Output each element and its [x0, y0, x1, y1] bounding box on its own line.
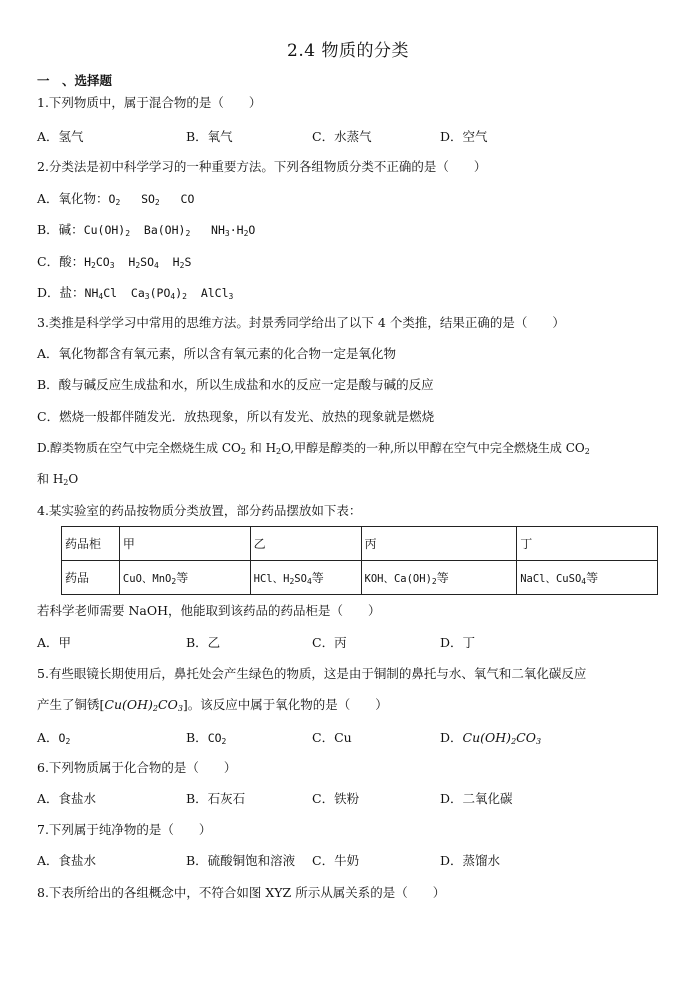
- q5-stem-text-2: ]。该反应中属于氧化物的是（ ）: [182, 697, 388, 712]
- q4-options: [37, 634, 657, 652]
- q5-option-c: C．Cu: [312, 730, 352, 745]
- q3-option-d-line1: D.醇类物质在空气中完全燃烧生成 $CO_2$ 和 $H_2O$,甲醇是醇类的一种,所以甲醇在空气中完全燃烧生成 $CO_2$: [37, 441, 590, 456]
- q3-option-d-line2: 和 $H_2O$: [37, 472, 79, 487]
- table-header-cell: 乙: [250, 527, 361, 561]
- q7-option-a: A．食盐水: [37, 853, 97, 868]
- medicine-cabinet-table: [61, 526, 658, 595]
- q2-option-c-label: C．酸：: [37, 254, 85, 269]
- table-header-cell: 药品柜: [62, 527, 120, 561]
- q6-options: [37, 790, 657, 808]
- q5-options: [37, 729, 657, 747]
- q2-stem: 2.分类法是初中科学学习的一种重要方法。下列各组物质分类不正确的是（ ）: [37, 159, 487, 174]
- q4-option-c: C．丙: [312, 635, 347, 650]
- q1-option-d: D．空气: [440, 129, 488, 144]
- section-heading: 一 、选择题: [37, 73, 113, 88]
- table-row-label: 药品: [62, 561, 120, 595]
- q5-formula-cu2oh2co3: $Cu(OH)_2CO_3$: [104, 697, 183, 713]
- q2-option-a: [37, 190, 194, 208]
- q6-stem: 6.下列物质属于化合物的是（ ）: [37, 760, 237, 775]
- q1-option-c: C．水蒸气: [312, 129, 372, 144]
- q2-option-b: [37, 221, 255, 239]
- q5-option-d: D．$Cu(OH)_2CO_3$: [440, 730, 542, 746]
- q4-stem: 4.某实验室的药品按物质分类放置，部分药品摆放如下表：: [37, 503, 362, 518]
- table-cell-bing: KOH、$Ca(OH)_2$等: [361, 561, 517, 595]
- table-header-row: [62, 527, 658, 561]
- q7-option-d: D．蒸馏水: [440, 853, 501, 868]
- q7-option-c: C．牛奶: [312, 853, 360, 868]
- q2-option-d-label: D．盐：: [37, 285, 85, 300]
- q2-option-b-formula: $Cu(OH)_2$ $Ba(OH)_2$ $NH_3\cdot H_2O$: [83, 223, 256, 238]
- page-title: 2.4 物质的分类: [287, 41, 409, 61]
- q2-option-d: [37, 284, 233, 302]
- q7-stem: 7.下列属于纯净物的是（ ）: [37, 822, 212, 837]
- q3-d-text-5: O: [68, 472, 79, 486]
- q4-option-b: B．乙: [186, 635, 221, 650]
- table-cell-yi: HCl、$H_2SO_4$等: [250, 561, 361, 595]
- q6-option-d: D．二氧化碳: [440, 791, 513, 806]
- table-header-cell: 甲: [119, 527, 250, 561]
- q2-option-a-label: A．氧化物：: [37, 191, 109, 206]
- q5-stem-line2: [37, 696, 388, 714]
- q5-stem-line1: 5.有些眼镜长期使用后，鼻托处会产生绿色的物质，这是由于铜制的鼻托与水、氧气和二氧化碳反应: [37, 666, 587, 681]
- q5-option-b: B．$CO_2$: [186, 730, 227, 746]
- q6-option-c: C．铁粉: [312, 791, 360, 806]
- table-header-cell: 丁: [517, 527, 658, 561]
- q2-option-c: [37, 253, 191, 271]
- q2-option-c-formula: $H_2CO_3$ $H_2SO_4$ $H_2S$: [84, 255, 192, 270]
- q2-option-b-label: B．碱：: [37, 222, 84, 237]
- q8-stem: 8.下表所给出的各组概念中，不符合如图 XYZ 所示从属关系的是（ ）: [37, 885, 446, 900]
- q1-stem: 1.下列物质中，属于混合物的是（ ）: [37, 95, 262, 110]
- q3-stem: 3.类推是科学学习中常用的思维方法。封景秀同学给出了以下 4 个类推，结果正确的是（ ）: [37, 315, 565, 330]
- table-header-cell: 丙: [361, 527, 517, 561]
- q7-option-b: B．硫酸铜饱和溶液: [186, 853, 296, 868]
- table-cell-ding: NaCl、CuSO$_4$等: [517, 561, 658, 595]
- table-cell-jia: CuO、MnO$_2$等: [119, 561, 250, 595]
- q4-option-d: D．丁: [440, 635, 476, 650]
- q2-option-a-formula: $O_2$ $SO_2$ CO: [108, 192, 195, 207]
- table-row: [62, 561, 658, 595]
- q6-option-a: A．食盐水: [37, 791, 97, 806]
- q4-option-a: A．甲: [37, 635, 72, 650]
- q3-d-text-4: 和 H: [37, 472, 64, 486]
- q1-options: [37, 128, 657, 146]
- q3-option-a: A．氧化物都含有氧元素，所以含有氧元素的化合物一定是氧化物: [37, 346, 397, 361]
- q1-option-b: B．氧气: [186, 129, 233, 144]
- q3-d-text-1: D.醇类物质在空气中完全燃烧生成 CO: [37, 441, 241, 455]
- q6-option-b: B．石灰石: [186, 791, 246, 806]
- q3-d-text-2: 和 H: [245, 441, 277, 455]
- q7-options: [37, 852, 657, 870]
- q4-question: 若科学老师需要 NaOH，他能取到该药品的药品柜是（ ）: [37, 603, 381, 618]
- q1-option-a: A．氢气: [37, 129, 84, 144]
- q3-option-b: B．酸与碱反应生成盐和水，所以生成盐和水的反应一定是酸与碱的反应: [37, 377, 434, 392]
- q2-option-d-formula: $NH_4Cl$ $Ca_3(PO_4)_2$ AlCl$_3$: [84, 286, 234, 301]
- q5-option-a: A．$O_2$: [37, 730, 71, 746]
- q5-stem-text-1: 产生了铜锈[: [37, 697, 105, 712]
- q3-option-c: C．燃烧一般都伴随发光．放热现象，所以有发光、放热的现象就是燃烧: [37, 409, 435, 424]
- q3-d-text-3: O,甲醇是醇类的一种,所以甲醇在空气中完全燃烧生成 CO: [281, 441, 585, 455]
